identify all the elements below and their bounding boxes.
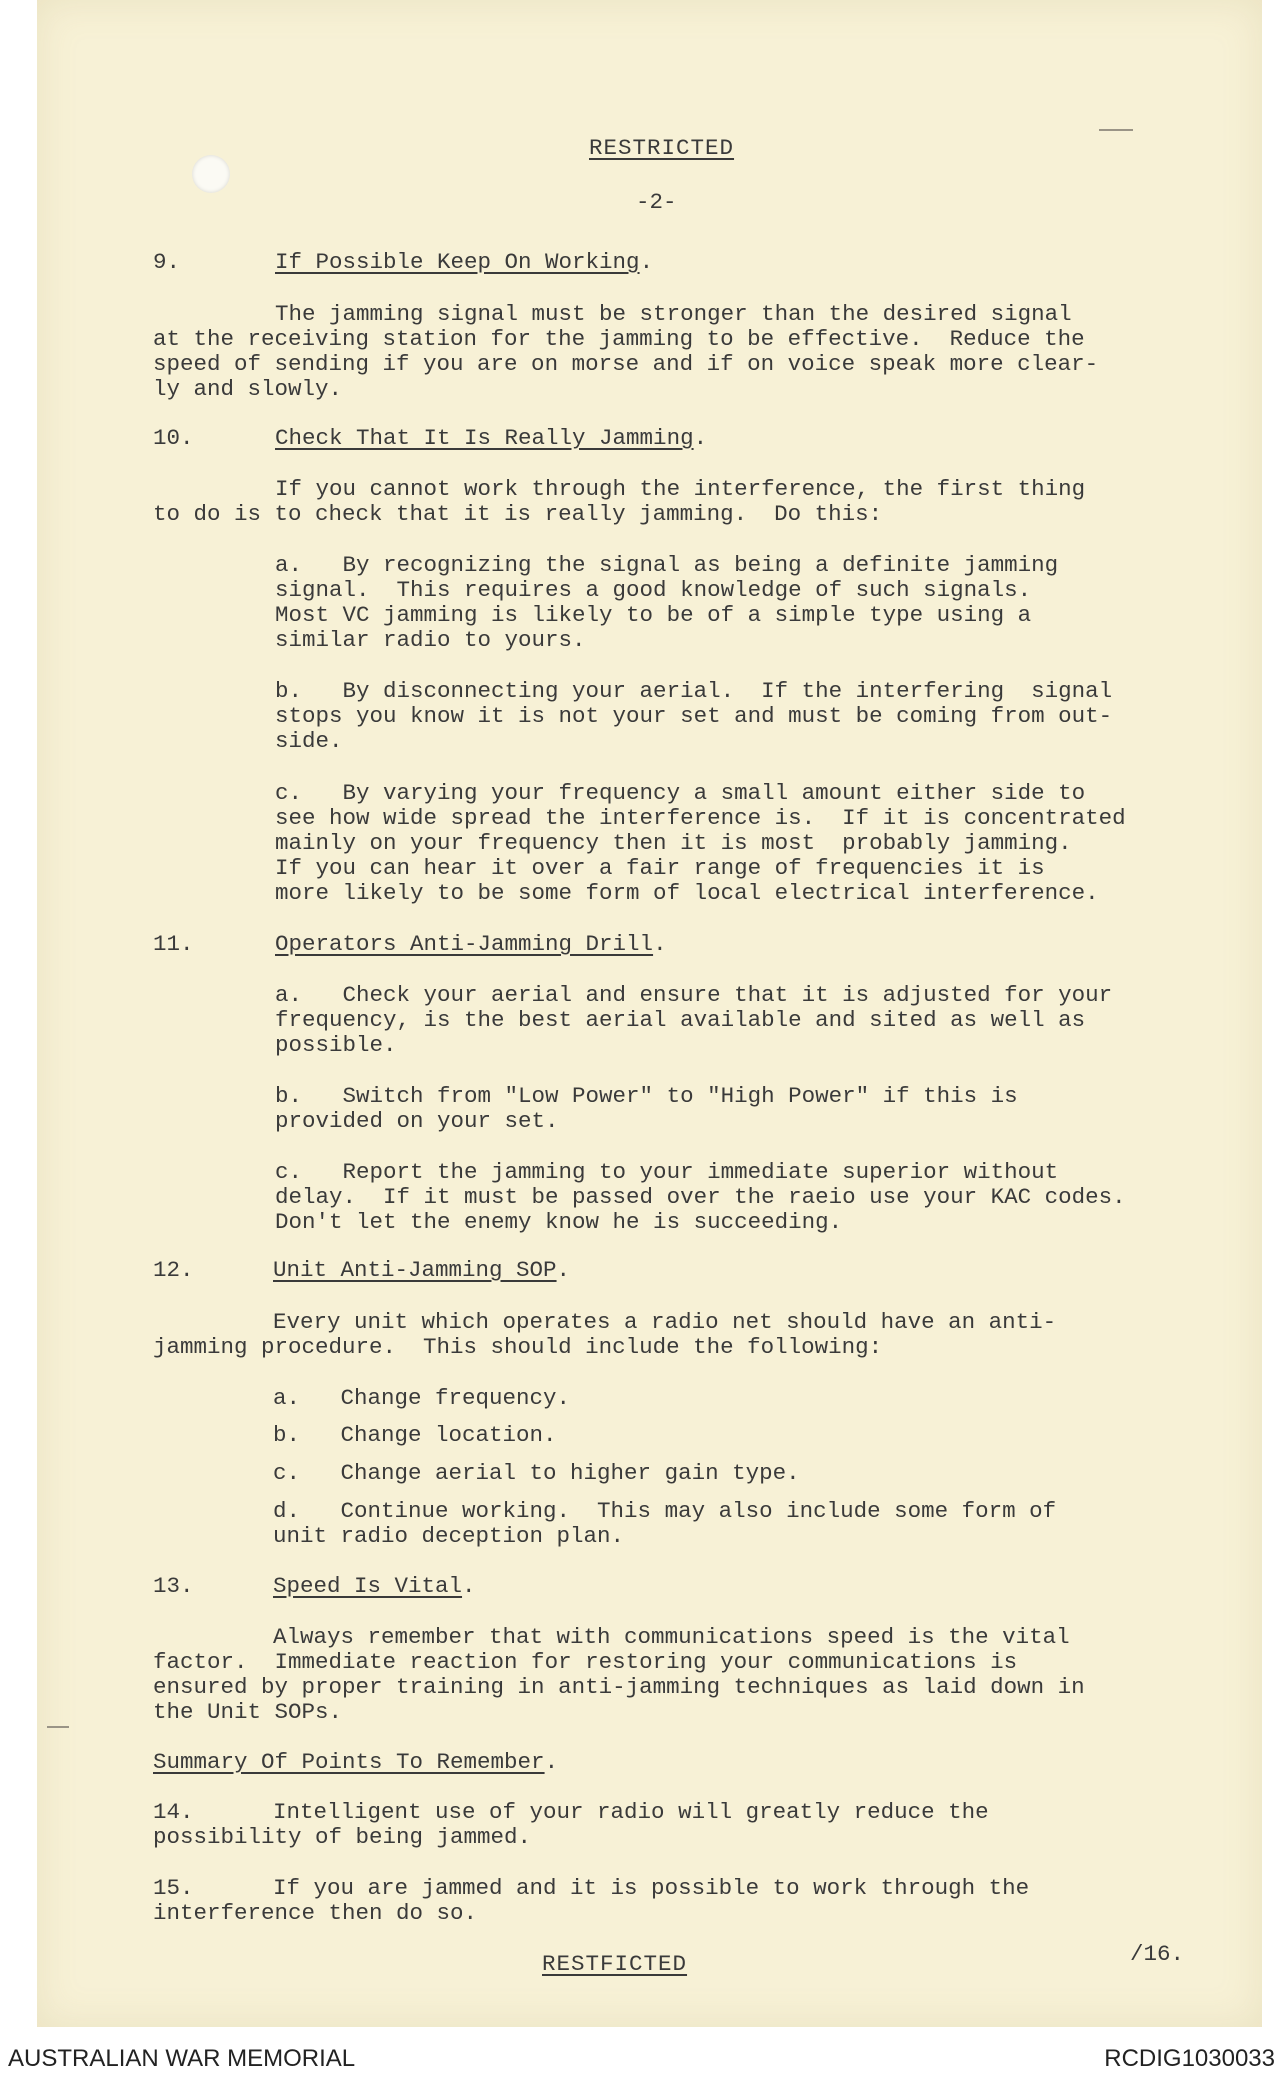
body-line: the Unit SOPs. xyxy=(153,1699,343,1725)
para-heading: If Possible Keep On Working. xyxy=(275,249,654,275)
body-line: Intelligent use of your radio will greatly reduce the xyxy=(273,1799,989,1825)
sub-item-line: provided on your set. xyxy=(275,1108,559,1134)
para-number: 10. xyxy=(153,425,194,451)
body-line: at the receiving station for the jamming to be effective. Reduce the xyxy=(153,326,1085,352)
body-line: speed of sending if you are on morse and if on voice speak more clear- xyxy=(153,351,1099,377)
para-number: 12. xyxy=(153,1257,194,1283)
sub-item-line: c. By varying your frequency a small amount either side to xyxy=(275,780,1086,806)
body-line: interference then do so. xyxy=(153,1900,478,1926)
body-line: Always remember that with communications speed is the vital xyxy=(273,1624,1070,1650)
sub-item-line: signal. This requires a good knowledge of such signals. xyxy=(275,577,1032,603)
sub-item-line: If you can hear it over a fair range of frequencies it is xyxy=(275,855,1045,881)
archive-name: AUSTRALIAN WAR MEMORIAL xyxy=(8,2045,356,2072)
body-line: Every unit which operates a radio net should have an anti- xyxy=(273,1309,1057,1335)
body-line: jamming procedure. This should include the following: xyxy=(153,1334,883,1360)
body-line: possibility of being jammed. xyxy=(153,1824,532,1850)
body-line: If you are jammed and it is possible to work through the xyxy=(273,1875,1030,1901)
security-marking-header: RESTRICTED xyxy=(589,135,735,161)
sub-item-line: b. Switch from "Low Power" to "High Power" if this is xyxy=(275,1083,1018,1109)
list-item: c. Change aerial to higher gain type. xyxy=(273,1460,800,1486)
body-line: The jamming signal must be stronger than the desired signal xyxy=(275,301,1072,327)
sub-item-line: more likely to be some form of local electrical interference. xyxy=(275,880,1099,906)
list-item: d. Continue working. This may also include some form of xyxy=(273,1498,1057,1524)
sub-item-line: frequency, is the best aerial available and sited as well as xyxy=(275,1007,1086,1033)
security-marking-footer: RESTFICTED xyxy=(542,1951,688,1977)
body-line: ly and slowly. xyxy=(153,376,343,402)
sub-item-line: b. By disconnecting your aerial. If the interfering signal xyxy=(275,678,1113,704)
para-heading: Check That It Is Really Jamming. xyxy=(275,425,708,451)
page-number: -2- xyxy=(636,189,677,215)
para-number: 13. xyxy=(153,1573,194,1599)
list-item: a. Change frequency. xyxy=(273,1385,571,1411)
sub-item-line: similar radio to yours. xyxy=(275,627,586,653)
body-line: factor. Immediate reaction for restoring your communications is xyxy=(153,1649,1018,1675)
body-line: If you cannot work through the interference, the first thing xyxy=(275,476,1086,502)
body-line: ensured by proper training in anti-jamming techniques as laid down in xyxy=(153,1674,1085,1700)
sub-item-line: c. Report the jamming to your immediate superior without xyxy=(275,1159,1059,1185)
list-item: unit radio deception plan. xyxy=(273,1523,625,1549)
archive-footer xyxy=(0,2027,1285,2082)
sub-item-line: Don't let the enemy know he is succeeding. xyxy=(275,1209,843,1235)
sub-item-line: side. xyxy=(275,728,343,754)
para-heading: Speed Is Vital. xyxy=(273,1573,476,1599)
sub-item-line: mainly on your frequency then it is most probably jamming. xyxy=(275,830,1072,856)
continuation-marker: /16. xyxy=(1130,1941,1185,1967)
para-heading: Operators Anti-Jamming Drill. xyxy=(275,931,667,957)
sub-item-line: see how wide spread the interference is. If it is concentrated xyxy=(275,805,1126,831)
summary-heading: Summary Of Points To Remember. xyxy=(153,1749,559,1775)
body-line: to do is to check that it is really jamming. Do this: xyxy=(153,501,883,527)
sub-item-line: a. By recognizing the signal as being a definite jamming xyxy=(275,552,1059,578)
sub-item-line: Most VC jamming is likely to be of a simple type using a xyxy=(275,602,1032,628)
sub-item-line: a. Check your aerial and ensure that it is adjusted for your xyxy=(275,982,1113,1008)
para-number: 14. xyxy=(153,1799,194,1825)
sub-item-line: possible. xyxy=(275,1032,397,1058)
archive-id: RCDIG1030033 xyxy=(1104,2045,1275,2072)
para-number: 9. xyxy=(153,249,181,275)
para-number: 15. xyxy=(153,1875,194,1901)
sub-item-line: delay. If it must be passed over the raeio use your KAC codes. xyxy=(275,1184,1126,1210)
para-heading: Unit Anti-Jamming SOP. xyxy=(273,1257,571,1283)
sub-item-line: stops you know it is not your set and must be coming from out- xyxy=(275,703,1113,729)
para-number: 11. xyxy=(153,931,194,957)
list-item: b. Change location. xyxy=(273,1422,557,1448)
